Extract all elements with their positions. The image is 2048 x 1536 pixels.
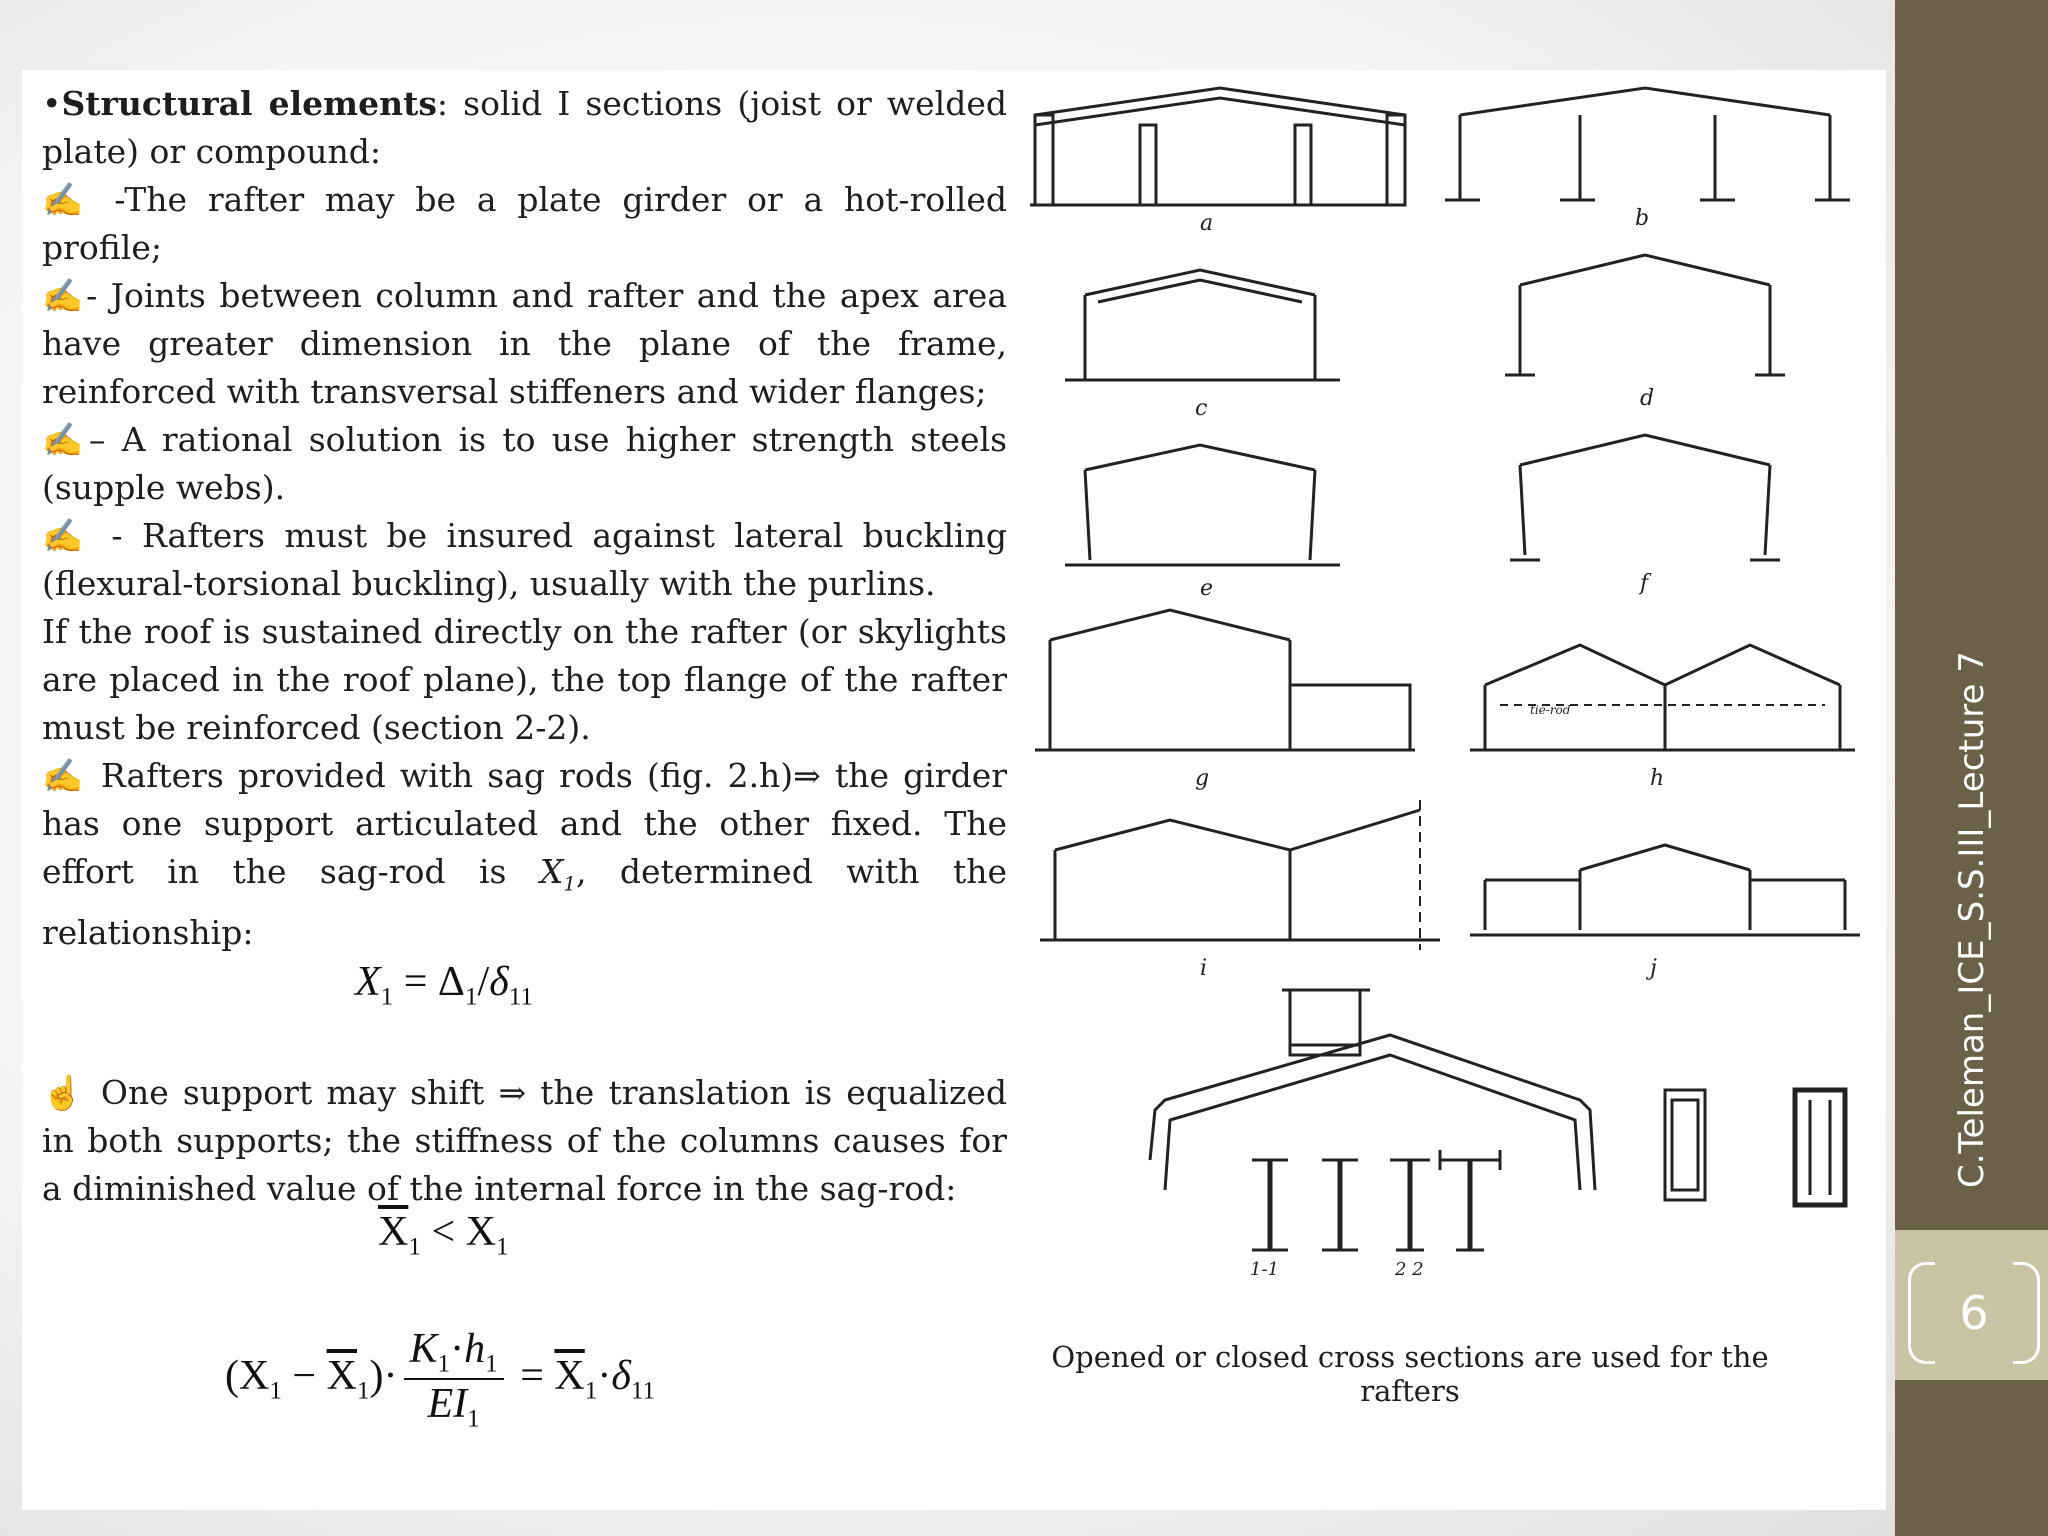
- writing-hand-icon: ✍: [42, 180, 94, 219]
- paragraph-structural-elements: •Structural elements: solid I sections (joist or welded plate) or compound:: [42, 84, 1007, 171]
- svg-text:1-1: 1-1: [1250, 1259, 1279, 1280]
- svg-text:g: g: [1195, 766, 1210, 791]
- structural-elements-heading: Structural elements: [61, 84, 437, 123]
- lecture-footer-label: C.Teleman_ICE_S.S.III_Lecture 7: [1952, 651, 1992, 1189]
- paragraph-rafter: ✍ -The rafter may be a plate girder or a hot-rolled profile;: [42, 180, 1007, 267]
- frame-i: [1040, 800, 1440, 981]
- svg-text:h: h: [1650, 766, 1665, 791]
- frame-c: [1065, 270, 1340, 421]
- writing-hand-icon: ✍: [42, 516, 92, 555]
- svg-text:a: a: [1200, 211, 1214, 236]
- paragraph-roof: If the roof is sustained directly on the rafter (or skylights are placed in the roof plane), the top flange of the rafter must be reinforced (section 2-2).: [42, 612, 1007, 747]
- frame-h: [1470, 645, 1855, 791]
- frame-d: [1505, 255, 1785, 411]
- svg-text:tie-rod: tie-rod: [1530, 703, 1571, 717]
- paragraph-rational-solution: ✍– A rational solution is to use higher strength steels (supple webs).: [42, 420, 1007, 507]
- pointing-hand-icon: ☝: [42, 1073, 87, 1112]
- paragraph-joints: ✍- Joints between column and rafter and the apex area have greater dimension in the plane of the frame, reinforced with transversal stiffeners and wider flanges;: [42, 276, 1007, 411]
- figure-caption: Opened or closed cross sections are used for the rafters: [1051, 1340, 1769, 1408]
- frame-b: [1445, 88, 1850, 231]
- svg-text:i: i: [1200, 956, 1208, 981]
- page-number-bracket: [1908, 1262, 2040, 1364]
- frame-e: [1065, 445, 1340, 601]
- svg-text:d: d: [1640, 386, 1655, 411]
- writing-hand-icon: ✍: [42, 420, 89, 459]
- writing-hand-icon: ✍: [42, 756, 87, 795]
- frame-f: [1510, 435, 1780, 596]
- svg-text:j: j: [1650, 956, 1657, 981]
- formula-compatibility: $(X_1 - \overline{X}_1)\cdot$ $\frac{K_1\cdot h_1}{EI_1}$ = $\overline{X}_1\cdot\delta_{11}$: [225, 1326, 656, 1433]
- rafter-detail: [1150, 990, 1845, 1280]
- frame-diagrams: [1020, 70, 1890, 1310]
- frame-a: [1030, 88, 1405, 236]
- paragraph-support-shift: ☝ One support may shift ⇒ the translation is equalized in both supports; the stiffness of the columns causes for a diminished value of the internal force in the sag-rod:: [42, 1073, 1008, 1208]
- paragraph-sag-rods: ✍ Rafters provided with sag rods (fig. 2.h)⇒ the girder has one support articulated and the other fixed. The effort in the sag-rod is $X_1$, determined with the relationship:: [42, 756, 1007, 952]
- frame-g: [1035, 610, 1415, 791]
- svg-text:b: b: [1635, 206, 1650, 231]
- page-number: 6: [1959, 1286, 1989, 1340]
- body-text-2: [42, 1036, 1007, 1246]
- writing-hand-icon: ✍: [42, 276, 87, 315]
- svg-text:e: e: [1200, 576, 1214, 601]
- formula-inequality: $\overline{X}_1 < X_1$: [378, 1209, 509, 1261]
- svg-text:c: c: [1195, 396, 1208, 421]
- svg-text:f: f: [1640, 571, 1649, 596]
- body-text: [42, 80, 1007, 957]
- formula-x1: $X_1 = \Delta_1/\delta_{11}$: [355, 959, 534, 1011]
- svg-text:2 2: 2 2: [1395, 1259, 1424, 1280]
- paragraph-lateral-buckling: ✍ - Rafters must be insured against lateral buckling (flexural-torsional buckling), usually with the purlins.: [42, 516, 1007, 603]
- frame-j: [1470, 845, 1860, 981]
